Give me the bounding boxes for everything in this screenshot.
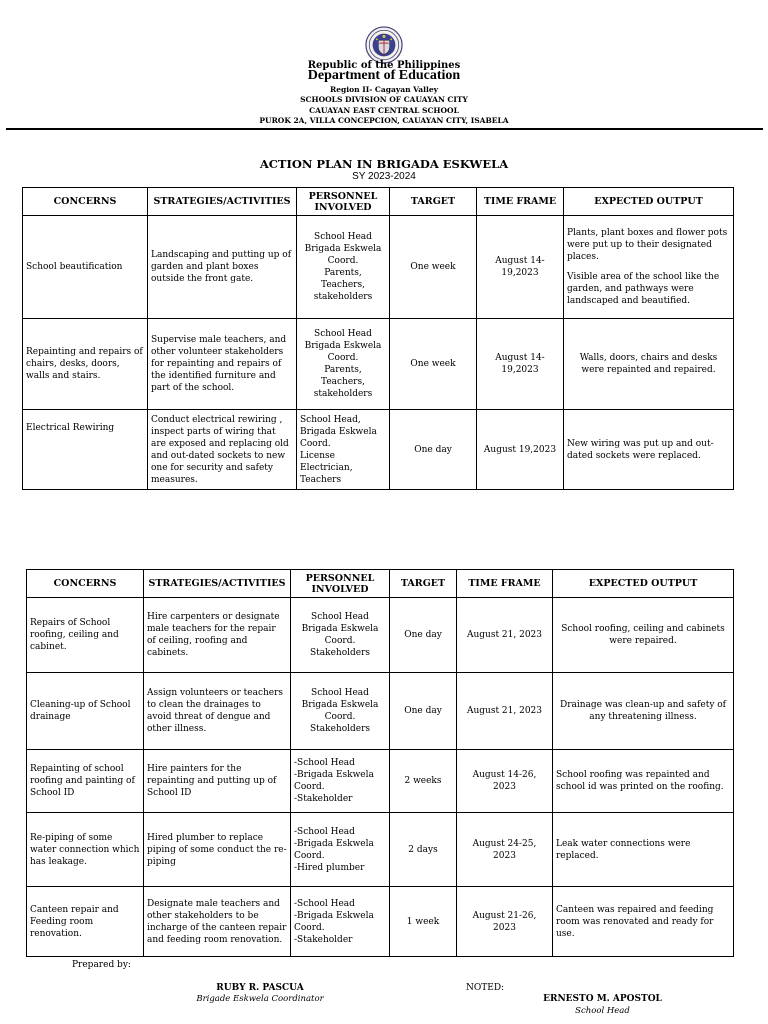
personnel-line: Brigada Eskwela Coord. bbox=[304, 341, 382, 363]
personnel-line: School Head bbox=[311, 612, 369, 622]
personnel-cell bbox=[291, 673, 390, 750]
concern-cell: Electrical Rewiring bbox=[23, 410, 148, 490]
preparer-name: RUBY R. PASCUA bbox=[216, 983, 304, 993]
personnel-cell bbox=[297, 410, 390, 490]
expected-output-cell: School roofing was repainted and school id was printed on the roofing. bbox=[553, 750, 734, 813]
personnel-cell bbox=[291, 887, 390, 957]
personnel-line: Stakeholders bbox=[309, 648, 371, 658]
table-row bbox=[27, 598, 734, 673]
expected-output-cell: Drainage was clean-up and safety of any threatening illness. bbox=[553, 673, 734, 750]
table-row bbox=[27, 673, 734, 750]
personnel-line: -Brigada Eskwela Coord. bbox=[294, 838, 374, 861]
personnel-line: -School Head bbox=[294, 826, 355, 837]
target-cell: 2 days bbox=[390, 813, 457, 887]
school-heading: CAUAYAN EAST CENTRAL SCHOOL bbox=[309, 106, 459, 115]
region-heading: Region II- Cagayan Valley bbox=[330, 85, 438, 94]
header-time-frame: TIME FRAME bbox=[477, 188, 564, 216]
target-cell: One week bbox=[390, 319, 477, 410]
republic-heading: Republic of the Philippines bbox=[307, 60, 461, 71]
expected-output-cell: School roofing, ceiling and cabinets were repaired. bbox=[553, 598, 734, 673]
target-cell: One day bbox=[390, 410, 477, 490]
personnel-line: Brigada Eskwela Coord. bbox=[300, 426, 377, 449]
header-strategies: STRATEGIES/ACTIVITIES bbox=[144, 570, 291, 598]
strategy-cell: Designate male teachers and other stakeholders to be incharge of the canteen repair and feeding room renovation. bbox=[144, 887, 291, 957]
action-plan-table-2 bbox=[26, 569, 734, 957]
personnel-cell bbox=[291, 813, 390, 887]
target-cell: 1 week bbox=[390, 887, 457, 957]
personnel-line: Parents, bbox=[324, 365, 362, 375]
personnel-line: School Head bbox=[311, 688, 369, 698]
concern-cell: Repairs of School roofing, ceiling and cabinet. bbox=[27, 598, 144, 673]
personnel-line: stakeholders bbox=[313, 292, 373, 302]
noted-label: NOTED: bbox=[466, 983, 505, 993]
expected-output-cell: New wiring was put up and out-dated sockets were replaced. bbox=[564, 410, 734, 490]
time-frame-cell: August 14-19,2023 bbox=[477, 216, 564, 319]
concern-cell: Repainting and repairs of chairs, desks, doors, walls and stairs. bbox=[23, 319, 148, 410]
prepared-by-label: Prepared by: bbox=[72, 960, 131, 970]
time-frame-cell: August 14-19,2023 bbox=[477, 319, 564, 410]
personnel-cell bbox=[291, 598, 390, 673]
deped-seal-icon bbox=[365, 26, 403, 64]
strategy-cell: Hire painters for the repainting and putting up of School ID bbox=[144, 750, 291, 813]
concern-cell: Repainting of school roofing and painting of School ID bbox=[27, 750, 144, 813]
school-year: SY 2023-2024 bbox=[352, 171, 416, 182]
personnel-cell bbox=[297, 216, 390, 319]
header-strategies: STRATEGIES/ACTIVITIES bbox=[148, 188, 297, 216]
header-expected-output: EXPECTED OUTPUT bbox=[564, 188, 734, 216]
time-frame-cell: August 21, 2023 bbox=[457, 673, 553, 750]
concern-cell: Re-piping of some water connection which has leakage. bbox=[27, 813, 144, 887]
noter-role: School Head bbox=[575, 1006, 630, 1016]
personnel-line: -Brigada Eskwela Coord. bbox=[294, 770, 374, 792]
personnel-cell bbox=[291, 750, 390, 813]
expected-output-cell: Leak water connections were replaced. bbox=[553, 813, 734, 887]
personnel-line: -Stakeholder bbox=[294, 934, 353, 945]
action-plan-table-1 bbox=[22, 187, 734, 490]
concern-cell: School beautification bbox=[23, 216, 148, 319]
target-cell: One day bbox=[390, 673, 457, 750]
strategy-cell: Supervise male teachers, and other volunteer stakeholders for repainting and repairs of the identified furniture and part of the school. bbox=[148, 319, 297, 410]
personnel-line: Teachers bbox=[300, 474, 342, 485]
document-title: ACTION PLAN IN BRIGADA ESKWELA bbox=[259, 157, 509, 171]
target-cell: 2 weeks bbox=[390, 750, 457, 813]
strategy-cell: Conduct electrical rewiring , inspect parts of wiring that are exposed and replacing old and out-dated sockets to new one for security and safety measures. bbox=[148, 410, 297, 490]
personnel-line: Brigada Eskwela Coord. bbox=[301, 700, 379, 722]
table-row bbox=[23, 410, 734, 490]
personnel-line: -Brigada Eskwela Coord. bbox=[294, 910, 374, 933]
time-frame-cell: August 21, 2023 bbox=[457, 598, 553, 673]
table-row bbox=[27, 813, 734, 887]
concern-cell: Canteen repair and Feeding room renovation. bbox=[27, 887, 144, 957]
personnel-line: License Electrician, bbox=[300, 450, 353, 473]
time-frame-cell: August 21-26, 2023 bbox=[457, 887, 553, 957]
time-frame-cell: August 19,2023 bbox=[477, 410, 564, 490]
personnel-line: stakeholders bbox=[313, 389, 373, 399]
table-row bbox=[23, 319, 734, 410]
table-row bbox=[23, 216, 734, 319]
header-concerns: CONCERNS bbox=[27, 570, 144, 598]
header-time-frame: TIME FRAME bbox=[457, 570, 553, 598]
personnel-line: School Head, bbox=[300, 414, 361, 425]
target-cell: One day bbox=[390, 598, 457, 673]
school-address: PUROK 2A, VILLA CONCEPCION, CAUAYAN CITY, ISABELA bbox=[259, 116, 509, 125]
target-cell: One week bbox=[390, 216, 477, 319]
personnel-line: Teachers, bbox=[321, 377, 365, 387]
personnel-line: -School Head bbox=[294, 898, 355, 909]
header-target: TARGET bbox=[390, 188, 477, 216]
personnel-line: -Stakeholder bbox=[294, 794, 353, 804]
output-paragraph: Visible area of the school like the garden, and pathways were landscaped and beautified. bbox=[567, 272, 720, 306]
header-divider bbox=[6, 128, 763, 130]
time-frame-cell: August 14-26, 2023 bbox=[457, 750, 553, 813]
header-target: TARGET bbox=[390, 570, 457, 598]
concern-cell: Cleaning-up of School drainage bbox=[27, 673, 144, 750]
noter-name: ERNESTO M. APOSTOL bbox=[543, 994, 662, 1004]
strategy-cell: Hire carpenters or designate male teachers for the repair of ceiling, roofing and cabinets. bbox=[144, 598, 291, 673]
strategy-cell: Assign volunteers or teachers to clean the drainages to avoid threat of dengue and other illness. bbox=[144, 673, 291, 750]
personnel-line: School Head bbox=[314, 329, 372, 339]
header-personnel: PERSONNEL INVOLVED bbox=[291, 570, 390, 598]
expected-output-cell: Walls, doors, chairs and desks were repainted and repaired. bbox=[564, 319, 734, 410]
expected-output-cell bbox=[564, 216, 734, 319]
division-heading: SCHOOLS DIVISION OF CAUAYAN CITY bbox=[300, 95, 468, 104]
expected-output-cell: Canteen was repaired and feeding room was renovated and ready for use. bbox=[553, 887, 734, 957]
strategy-cell: Landscaping and putting up of garden and plant boxes outside the front gate. bbox=[148, 216, 297, 319]
personnel-cell bbox=[297, 319, 390, 410]
department-heading: Department of Education bbox=[307, 68, 461, 83]
personnel-line: Brigada Eskwela Coord. bbox=[304, 244, 382, 266]
header-expected-output: EXPECTED OUTPUT bbox=[553, 570, 734, 598]
table-row bbox=[27, 887, 734, 957]
personnel-line: -School Head bbox=[294, 758, 355, 768]
time-frame-cell: August 24-25, 2023 bbox=[457, 813, 553, 887]
personnel-line: Parents, bbox=[324, 268, 362, 278]
output-paragraph: Plants, plant boxes and flower pots were put up to their designated places. bbox=[567, 228, 728, 262]
personnel-line: Teachers, bbox=[321, 280, 365, 290]
header-concerns: CONCERNS bbox=[23, 188, 148, 216]
personnel-line: Stakeholders bbox=[309, 724, 371, 734]
preparer-role: Brigade Eskwela Coordinator bbox=[196, 994, 324, 1004]
strategy-cell: Hired plumber to replace piping of some conduct the re-piping bbox=[144, 813, 291, 887]
header-personnel: PERSONNEL INVOLVED bbox=[297, 188, 390, 216]
table-row bbox=[27, 750, 734, 813]
personnel-line: School Head bbox=[314, 232, 372, 242]
personnel-line: Brigada Eskwela Coord. bbox=[301, 624, 379, 646]
personnel-line: -Hired plumber bbox=[294, 862, 365, 873]
